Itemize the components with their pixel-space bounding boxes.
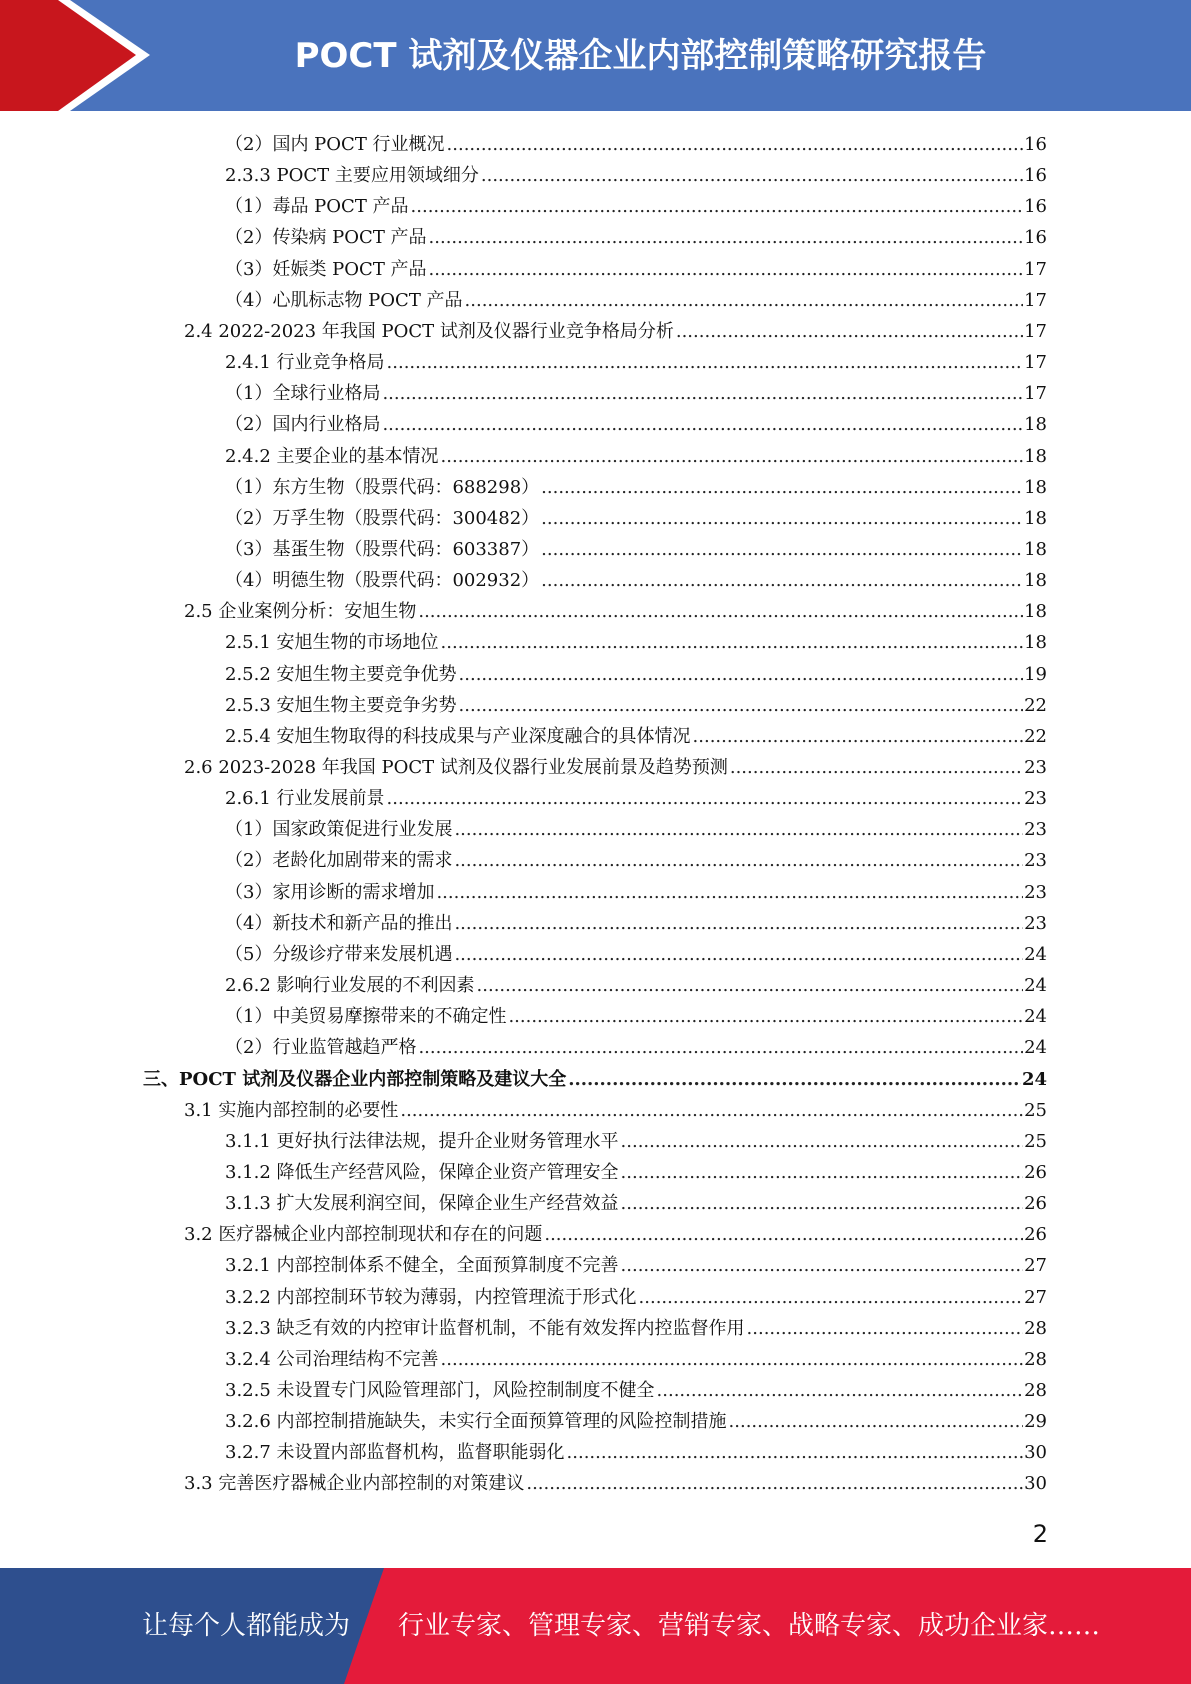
toc-entry-title: 2.4.1 行业竞争格局 [225,352,385,374]
toc-entry[interactable] [225,1185,1047,1216]
toc-entry[interactable] [225,188,1047,219]
toc-entry[interactable] [225,438,1047,469]
toc-entry-title: 2.5.2 安旭生物主要竞争优势 [225,663,457,685]
toc-entry-page: 24 [1024,1037,1047,1059]
toc-leader-dots [541,507,1023,531]
toc-entry-title: 3.1.3 扩大发展利润空间，保障企业生产经营效益 [225,1193,619,1215]
toc-leader-dots [508,1005,1023,1029]
toc-entry-title: 3.1.2 降低生产经营风险，保障企业资产管理安全 [225,1161,619,1183]
toc-entry-page: 26 [1024,1193,1047,1215]
toc-entry[interactable] [225,1434,1047,1465]
toc-entry-page: 23 [1024,850,1047,872]
toc-entry[interactable] [225,874,1047,905]
toc-entry-title: 3.2.1 内部控制体系不健全，全面预算制度不完善 [225,1255,619,1277]
toc-leader-dots [411,195,1024,219]
toc-entry-title: （4）心肌标志物 POCT 产品 [225,289,463,311]
toc-entry-page: 24 [1024,943,1047,965]
header-chevron-icon [0,0,160,111]
toc-entry-title: 2.4 2022-2023 年我国 POCT 试剂及仪器行业竞争格局分析 [184,320,674,342]
toc-leader-dots [621,1130,1024,1154]
toc-entry-page: 28 [1024,1348,1047,1370]
toc-leader-dots [441,1348,1024,1372]
toc-entry-page: 18 [1024,476,1047,498]
toc-entry-title: （1）中美贸易摩擦带来的不确定性 [225,1006,507,1028]
toc-entry-title: 2.6.1 行业发展前景 [225,788,385,810]
toc-entry[interactable] [225,1029,1047,1060]
toc-entry-title: （2）万孚生物（股票代码：300482） [225,507,540,529]
toc-entry-title: （2）行业监管越趋严格 [225,1037,417,1059]
toc-entry[interactable] [225,126,1047,157]
footer-slogan-right: 行业专家、管理专家、营销专家、战略专家、成功企业家…… [398,1611,1101,1641]
toc-entry-page: 18 [1024,507,1047,529]
toc-entry-page: 23 [1024,788,1047,810]
toc-entry[interactable] [225,469,1047,500]
toc-entry-page: 22 [1024,725,1047,747]
toc-entry-page: 29 [1024,1411,1047,1433]
toc-leader-dots [454,943,1023,967]
toc-entry-page: 26 [1024,1224,1047,1246]
toc-entry-page: 30 [1024,1473,1047,1495]
toc-leader-dots [382,382,1023,406]
toc-leader-dots [567,1441,1024,1465]
toc-leader-dots [387,351,1024,375]
toc-entry-title: 2.5 企业案例分析：安旭生物 [184,601,417,623]
toc-entry-title: 2.4.2 主要企业的基本情况 [225,445,439,467]
toc-entry[interactable] [225,1279,1047,1310]
toc-entry[interactable] [184,1216,1047,1247]
toc-entry[interactable] [225,656,1047,687]
toc-entry[interactable] [225,1403,1047,1434]
toc-entry-title: （1）东方生物（股票代码：688298） [225,476,540,498]
toc-leader-dots [477,974,1024,998]
toc-leader-dots [387,787,1024,811]
toc-entry-page: 26 [1024,1161,1047,1183]
toc-leader-dots [429,226,1024,250]
toc-leader-dots [454,912,1023,936]
toc-entry[interactable] [225,998,1047,1029]
toc-entry[interactable] [225,811,1047,842]
toc-entry-page: 28 [1024,1317,1047,1339]
toc-leader-dots [481,164,1023,188]
toc-entry-title: 3.2.2 内部控制环节较为薄弱，内控管理流于形式化 [225,1286,637,1308]
toc-entry-title: 2.5.1 安旭生物的市场地位 [225,632,439,654]
toc-entry-page: 16 [1024,134,1047,155]
toc-leader-dots [657,1379,1024,1403]
toc-entry-title: （4）新技术和新产品的推出 [225,912,453,934]
toc-leader-dots [459,663,1024,687]
toc-entry[interactable] [225,1310,1047,1341]
toc-leader-dots [459,694,1024,718]
toc-entry-title: 三、POCT 试剂及仪器企业内部控制策略及建议大全 [143,1068,567,1090]
toc-entry-title: 2.6.2 影响行业发展的不利因素 [225,975,475,997]
toc-entry[interactable] [225,842,1047,873]
toc-entry[interactable] [143,1061,1047,1092]
toc-leader-dots [418,600,1023,624]
toc-entry-page: 24 [1024,1006,1047,1028]
toc-entry-title: 2.5.4 安旭生物取得的科技成果与产业深度融合的具体情况 [225,725,691,747]
toc-entry[interactable] [184,313,1047,344]
toc-entry[interactable] [225,936,1047,967]
toc-leader-dots [441,631,1024,655]
toc-entry-page: 23 [1024,881,1047,903]
page-footer [0,1568,1191,1684]
toc-leader-dots [429,258,1024,282]
toc-entry-page: 24 [1024,975,1047,997]
toc-entry[interactable] [225,251,1047,282]
toc-entry-title: （2）国内行业格局 [225,414,381,436]
toc-entry-title: （2）传染病 POCT 产品 [225,227,427,249]
report-title: POCT 试剂及仪器企业内部控制策略研究报告 [294,36,987,76]
toc-leader-dots [730,756,1023,780]
toc-entry-page: 27 [1024,1286,1047,1308]
toc-entry-title: 3.1.1 更好执行法律法规，提升企业财务管理水平 [225,1130,619,1152]
toc-entry-page: 18 [1024,414,1047,436]
toc-entry-page: 18 [1024,601,1047,623]
toc-entry-page: 19 [1024,663,1047,685]
toc-leader-dots [454,849,1023,873]
toc-leader-dots [447,133,1024,157]
toc-leader-dots [639,1286,1024,1310]
toc-entry[interactable] [225,1123,1047,1154]
toc-entry-title: 3.2.7 未设置内部监督机构，监督职能弱化 [225,1442,565,1464]
toc-leader-dots [544,1223,1023,1247]
toc-leader-dots [454,818,1023,842]
toc-entry-title: （1）毒品 POCT 产品 [225,196,409,218]
toc-entry-title: 3.2.5 未设置专门风险管理部门，风险控制制度不健全 [225,1380,655,1401]
toc-entry[interactable] [225,375,1047,406]
toc-entry-page: 18 [1024,538,1047,560]
toc-entry-title: 2.6 2023-2028 年我国 POCT 试剂及仪器行业发展前景及趋势预测 [184,757,728,778]
toc-entry-page: 23 [1024,819,1047,841]
toc-entry[interactable] [225,905,1047,936]
toc-entry-title: 3.2.3 缺乏有效的内控审计监督机制，不能有效发挥内控监督作用 [225,1317,745,1339]
toc-entry-title: （2）老龄化加剧带来的需求 [225,850,453,872]
toc-entry-page: 17 [1024,320,1047,342]
toc-leader-dots [418,1036,1023,1060]
toc-entry-title: 2.5.3 安旭生物主要竞争劣势 [225,694,457,716]
toc-entry[interactable] [184,749,1047,780]
toc-entry[interactable] [184,1465,1047,1496]
toc-leader-dots [526,1472,1023,1496]
toc-entry-page: 16 [1024,165,1047,187]
toc-entry[interactable] [225,1341,1047,1372]
toc-entry-page: 22 [1024,694,1047,716]
toc-entry-title: 3.1 实施内部控制的必要性 [184,1099,399,1121]
toc-entry[interactable] [225,344,1047,375]
toc-entry[interactable] [225,406,1047,437]
footer-slogan-left: 让每个人都能成为 [142,1611,351,1641]
toc-entry[interactable] [225,500,1047,531]
toc-entry-page: 27 [1024,1255,1047,1277]
toc-leader-dots [568,1068,1021,1092]
toc-leader-dots [621,1192,1024,1216]
page-number: 2 [1032,1520,1048,1548]
toc-entry-title: （1）全球行业格局 [225,383,381,405]
toc-entry-page: 30 [1024,1442,1047,1464]
toc-entry-page: 17 [1024,383,1047,405]
toc-leader-dots [441,445,1024,469]
toc-entry[interactable] [225,157,1047,188]
toc-entry[interactable] [225,219,1047,250]
toc-entry[interactable] [184,593,1047,624]
toc-leader-dots [621,1254,1024,1278]
toc-entry-title: （3）家用诊断的需求增加 [225,881,435,903]
toc-leader-dots [676,320,1023,344]
toc-leader-dots [541,476,1023,500]
toc-entry-title: （1）国家政策促进行业发展 [225,819,453,841]
toc-entry-page: 18 [1024,632,1047,654]
toc-entry-page: 23 [1024,912,1047,934]
toc-entry[interactable] [225,967,1047,998]
toc-leader-dots [621,1161,1024,1185]
toc-entry[interactable] [225,1247,1047,1278]
page-header [0,0,1191,111]
toc-leader-dots [693,725,1024,749]
toc-entry-title: 3.2.4 公司治理结构不完善 [225,1348,439,1370]
toc-entry[interactable] [225,531,1047,562]
toc-entry-title: （2）国内 POCT 行业概况 [225,134,445,155]
toc-entry-title: 3.3 完善医疗器械企业内部控制的对策建议 [184,1473,525,1495]
toc-entry[interactable] [225,718,1047,749]
toc-entry-page: 24 [1021,1068,1047,1090]
toc-entry-title: （4）明德生物（股票代码：002932） [225,570,540,592]
toc-leader-dots [729,1410,1024,1434]
toc-leader-dots [400,1099,1023,1123]
toc-entry-page: 28 [1024,1380,1047,1401]
toc-leader-dots [541,538,1023,562]
toc-entry-page: 17 [1024,258,1047,280]
toc-entry-page: 25 [1024,1130,1047,1152]
toc-entry-page: 18 [1024,570,1047,592]
toc-entry[interactable] [225,1372,1047,1403]
toc-entry[interactable] [225,624,1047,655]
toc-entry[interactable] [225,687,1047,718]
toc-entry[interactable] [184,1092,1047,1123]
toc-entry-title: 3.2 医疗器械企业内部控制现状和存在的问题 [184,1224,543,1246]
toc-entry-page: 16 [1024,227,1047,249]
toc-entry[interactable] [225,1154,1047,1185]
toc-leader-dots [382,413,1023,437]
toc-entry[interactable] [225,780,1047,811]
toc-entry-page: 17 [1024,289,1047,311]
toc-entry-page: 16 [1024,196,1047,218]
toc-leader-dots [747,1317,1024,1341]
toc-entry-page: 23 [1024,757,1047,778]
toc-leader-dots [541,569,1023,593]
toc-entry-title: （5）分级诊疗带来发展机遇 [225,943,453,965]
toc-entry-title: 2.3.3 POCT 主要应用领域细分 [225,165,479,187]
toc-leader-dots [436,881,1023,905]
toc-entry-page: 18 [1024,445,1047,467]
toc-entry[interactable] [225,562,1047,593]
toc-entry-title: （3）基蛋生物（股票代码：603387） [225,538,540,560]
toc-leader-dots [465,289,1024,313]
toc-entry-title: （3）妊娠类 POCT 产品 [225,258,427,280]
toc-entry-page: 25 [1024,1099,1047,1121]
toc-entry-page: 17 [1024,352,1047,374]
toc-entry-title: 3.2.6 内部控制措施缺失，未实行全面预算管理的风险控制措施 [225,1411,727,1433]
toc-entry[interactable] [225,282,1047,313]
